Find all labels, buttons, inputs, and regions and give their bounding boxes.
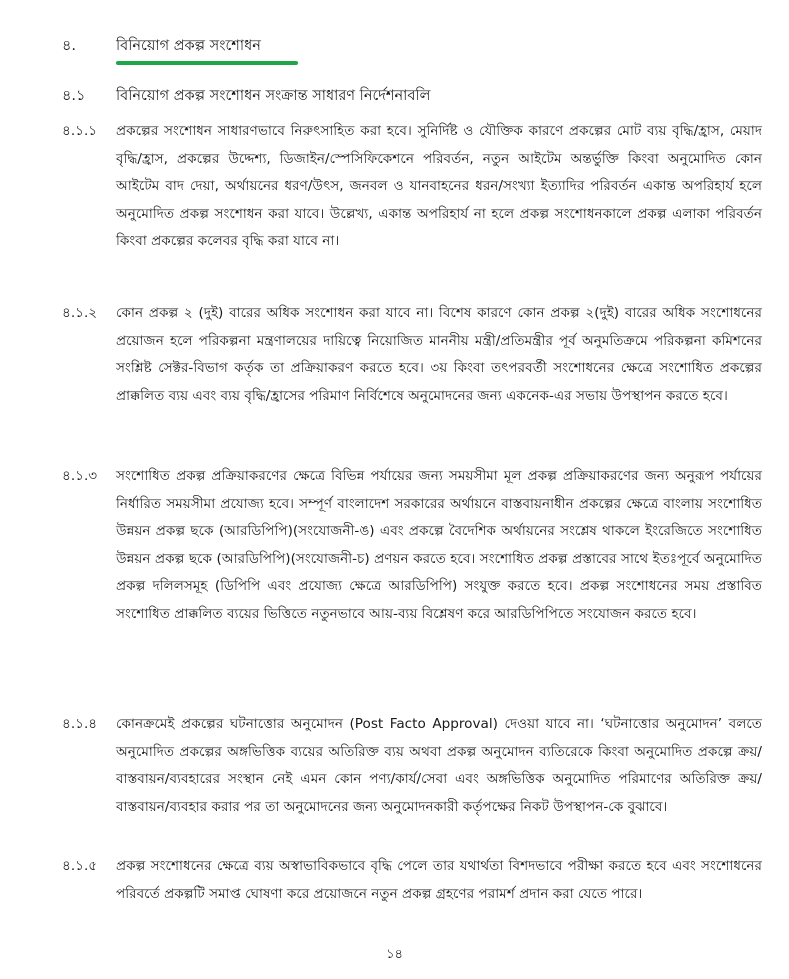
paragraph-text: প্রকল্পের সংশোধন সাধারণভাবে নিরুৎসাহিত করা হবে। সুনির্দিষ্ট ও যৌক্তিক কারণে প্রকল্পের মোট ব্যয় বৃদ্ধি/হ্রাস, মেয়াদ বৃদ্ধি/হ্রাস, প্রকল্পের উদ্দেশ্য, ডিজাইন/স্পেসিফিকেশনে পরিবর্তন, নতুন আইটেম অন্তর্ভুক্তি কিংবা অনুমোদিত কোন আইটেম বাদ দেয়া, অর্থায়নের ধরণ/উৎস, জনবল ও যানবাহনের ধরন/সংখ্যা ইত্যাদির পরিবর্তন একান্ত অপরিহার্য হলে অনুমোদিত প্রকল্প সংশোধন করা যাবে। উল্লেখ্য, একান্ত অপরিহার্য না হলে প্রকল্প সংশোধনকালে প্রকল্প এলাকা পরিবর্তন কিংবা প্রকল্পের কলেবর বৃদ্ধি করা যাবে না। <box>116 123 762 249</box>
section-number: ৪. <box>62 38 77 54</box>
paragraph-4-1-1 <box>62 118 762 256</box>
subsection-number: ৪.১ <box>62 88 86 104</box>
paragraph-text: কোন প্রকল্প ২ (দুই) বারের অধিক সংশোধন করা যাবে না। বিশেষ কারণে কোন প্রকল্প ২(দুই) বারের অধিক সংশোধনের প্রয়োজন হলে পরিকল্পনা মন্ত্রণালয়ের দায়িত্বে নিয়োজিত মাননীয় মন্ত্রী/প্রতিমন্ত্রীর পূর্ব অনুমতিক্রমে পরিকল্পনা কমিশনের সংশ্লিষ্ট সেক্টর-বিভাগ কর্তৃক তা প্রক্রিয়াকরণ করতে হবে। ৩য় কিংবা তৎপরবর্তী সংশোধনের ক্ষেত্রে সংশোধিত প্রকল্পের প্রাক্কলিত ব্যয় এবং ব্যয় বৃদ্ধি/হ্রাসের পরিমাণ নির্বিশেষে অনুমোদনের জন্য একনেক-এর সভায় উপস্থাপন করতে হবে। <box>116 305 762 404</box>
section-title: বিনিয়োগ প্রকল্প সংশোধন <box>116 38 261 54</box>
paragraph-4-1-4 <box>62 711 762 821</box>
paragraph-text: সংশোধিত প্রকল্প প্রক্রিয়াকরণের ক্ষেত্রে বিভিন্ন পর্যায়ের জন্য সময়সীমা মূল প্রকল্প প্রক্রিয়াকরণের জন্য অনুরূপ পর্যায়ের নির্ধারিত সময়সীমা প্রযোজ্য হবে। সম্পূর্ণ বাংলাদেশ সরকারের অর্থায়নে বাস্তবায়নাধীন প্রকল্পের ক্ষেত্রে বাংলায় সংশোধিত উন্নয়ন প্রকল্প ছকে (আরডিপিপি)(সংযোজনী-ঙ) এবং প্রকল্পে বৈদেশিক অর্থায়নের সংশ্লেষ থাকলে ইংরেজিতে সংশোধিত উন্নয়ন প্রকল্প ছকে (আরডিপিপি)(সংযোজনী-চ) প্রণয়ন করতে হবে। সংশোধিত প্রকল্প প্রস্তাবের সাথে ইতঃপূর্বে অনুমোদিত প্রকল্প দলিলসমূহ (ডিপিপি এবং প্রযোজ্য ক্ষেত্রে আরডিপিপি) সংযুক্ত করতে হবে। প্রকল্প সংশোধনের সময় প্রস্তাবিত সংশোধিত প্রাক্কলিত ব্যয়ের ভিত্তিতে নতুনভাবে আয়-ব্যয় বিশ্লেষণ করে আরডিপিপিতে সংযোজন করতে হবে। <box>116 468 762 622</box>
paragraph-4-1-2 <box>62 300 762 410</box>
paragraph-number: ৪.১.৩ <box>62 468 98 484</box>
paragraph-4-1-5 <box>62 853 762 908</box>
paragraph-number: ৪.১.৪ <box>62 716 98 732</box>
page-number: ১৪ <box>386 947 403 962</box>
paragraph-number: ৪.১.১ <box>62 123 98 139</box>
paragraph-number: ৪.১.২ <box>62 305 98 321</box>
paragraph-text: কোনক্রমেই প্রকল্পের ঘটনাত্তোর অনুমোদন (Post Facto Approval) দেওয়া যাবে না। ‘ঘটনাত্তোর অনুমোদন’ বলতে অনুমোদিত প্রকল্পের অঙ্গভিত্তিক ব্যয়ের অতিরিক্ত ব্যয় অথবা প্রকল্প অনুমোদন ব্যতিরেকে কিংবা অনুমোদিত প্রকল্পে ক্রয়/বাস্তবায়ন/ব্যবহারের সংস্থান নেই এমন কোন পণ্য/কার্য/সেবা এবং অঙ্গভিত্তিক অনুমোদিত পরিমাণের অতিরিক্ত ক্রয়/বাস্তবায়ন/ব্যবহার করার পর তা অনুমোদনের জন্য অনুমোদনকারী কর্তৃপক্ষের নিকট উপস্থাপন-কে বুঝাবে। <box>116 716 762 815</box>
paragraph-number: ৪.১.৫ <box>62 858 98 874</box>
paragraph-text: প্রকল্প সংশোধনের ক্ষেত্রে ব্যয় অস্বাভাবিকভাবে বৃদ্ধি পেলে তার যথার্থতা বিশদভাবে পরীক্ষা করতে হবে এবং সংশোধনের পরিবর্তে প্রকল্পটি সমাপ্ত ঘোষণা করে প্রয়োজনে নতুন প্রকল্প গ্রহণের পরামর্শ প্রদান করা যেতে পারে। <box>116 858 762 902</box>
subsection-title: বিনিয়োগ প্রকল্প সংশোধন সংক্রান্ত সাধারণ নির্দেশনাবলি <box>116 88 431 104</box>
section-title-underline <box>116 61 298 65</box>
paragraph-4-1-3 <box>62 463 762 628</box>
